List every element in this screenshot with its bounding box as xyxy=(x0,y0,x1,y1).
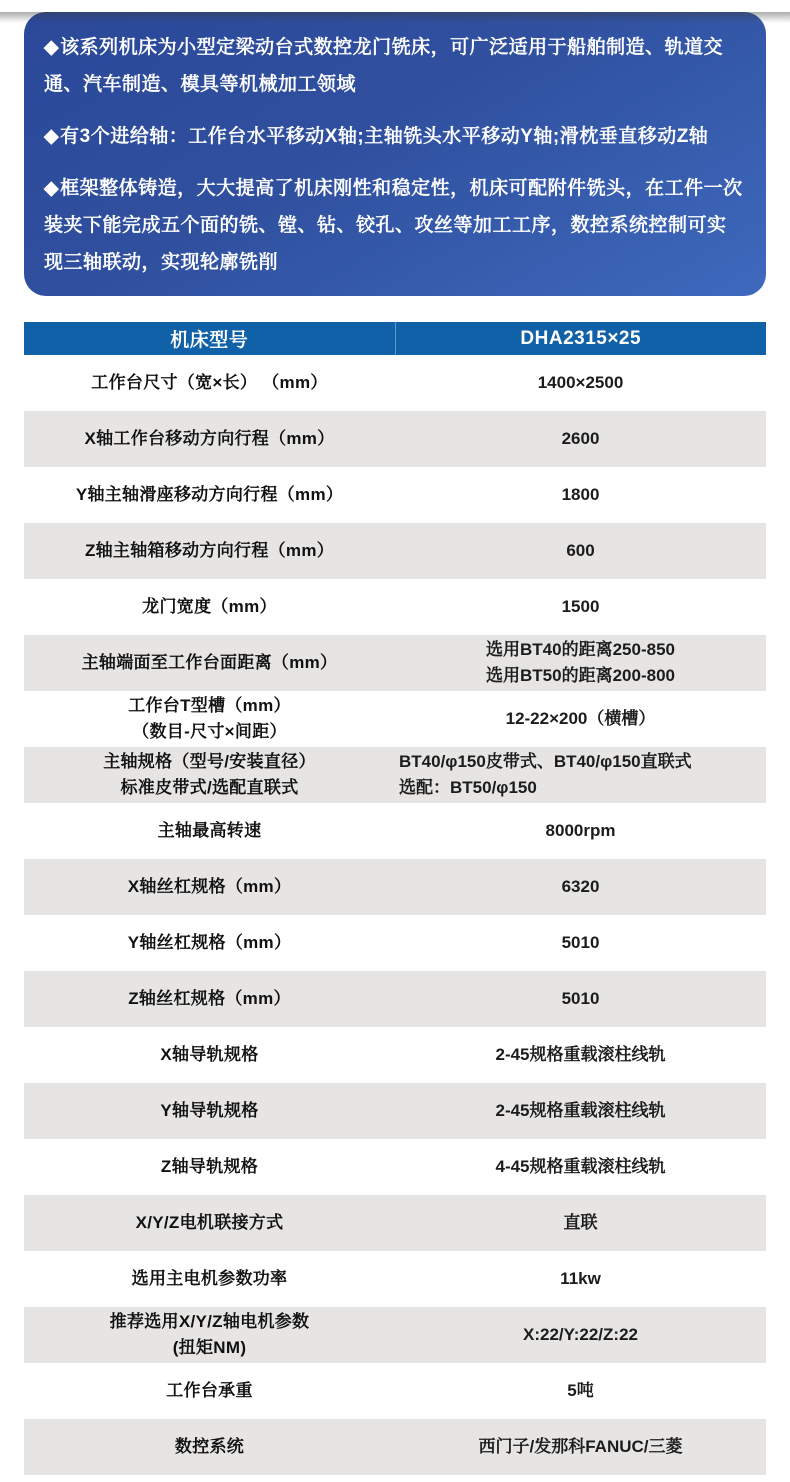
spec-value-line: 选配：BT50/φ150 xyxy=(399,778,537,797)
spec-value-cell xyxy=(395,1040,766,1070)
spec-label-cell xyxy=(24,747,395,803)
table-row xyxy=(24,579,766,635)
table-row xyxy=(24,355,766,411)
spec-label-cell xyxy=(24,1096,395,1126)
spec-value-line: 5010 xyxy=(561,933,600,952)
spec-value-line: 西门子/发那科FANUC/三菱 xyxy=(478,1437,683,1456)
spec-value-cell xyxy=(395,1208,766,1238)
spec-value-cell xyxy=(395,747,766,803)
spec-value-line: 直联 xyxy=(563,1213,598,1232)
table-row xyxy=(24,859,766,915)
spec-label-line: Z轴丝杠规格（mm） xyxy=(128,989,291,1008)
spec-label-cell xyxy=(24,872,395,902)
spec-label-line: 选用主电机参数功率 xyxy=(131,1269,288,1288)
spec-label-cell xyxy=(24,1264,395,1294)
spec-value-line: 1800 xyxy=(561,485,600,504)
diamond-bullet-icon: ◆ xyxy=(44,37,60,58)
spec-value-line: X:22/Y:22/Z:22 xyxy=(523,1325,638,1344)
spec-label-cell xyxy=(24,1376,395,1406)
spec-label-line: X轴工作台移动方向行程（mm） xyxy=(84,429,335,448)
spec-table-header xyxy=(24,322,766,355)
spec-label-cell xyxy=(24,984,395,1014)
header-model-value: DHA2315×25 xyxy=(520,327,642,349)
spec-label-cell xyxy=(24,691,395,747)
spec-value-cell xyxy=(395,928,766,958)
spec-label-line: 工作台T型槽（mm） xyxy=(128,696,291,715)
spec-label-line: (扭矩NM) xyxy=(172,1338,247,1357)
spec-value-cell xyxy=(395,1152,766,1182)
spec-label-cell xyxy=(24,1040,395,1070)
spec-label-cell xyxy=(24,424,395,454)
spec-value-cell xyxy=(395,984,766,1014)
spec-value-line: 选用BT40的距离250-850 xyxy=(486,640,675,659)
spec-value-cell xyxy=(395,424,766,454)
spec-value-line: 11kw xyxy=(560,1269,601,1288)
table-row xyxy=(24,1419,766,1475)
spec-label-cell xyxy=(24,368,395,398)
spec-value-cell xyxy=(395,1264,766,1294)
spec-value-line: 选用BT50的距离200-800 xyxy=(486,666,675,685)
spec-label-cell xyxy=(24,536,395,566)
table-row xyxy=(24,691,766,747)
spec-value-cell xyxy=(395,872,766,902)
spec-value-cell xyxy=(395,1376,766,1406)
spec-value-cell xyxy=(395,480,766,510)
table-row xyxy=(24,1363,766,1419)
spec-label-line: Y轴丝杠规格（mm） xyxy=(127,933,292,952)
feature-text: 有3个进给轴：工作台水平移动X轴;主轴铣头水平移动Y轴;滑枕垂直移动Z轴 xyxy=(60,126,709,147)
spec-label-cell xyxy=(24,1307,395,1363)
spec-value-line: 2-45规格重载滚柱线轨 xyxy=(495,1045,666,1064)
spec-value-cell xyxy=(395,816,766,846)
spec-label-line: X/Y/Z电机联接方式 xyxy=(135,1213,284,1232)
spec-value-line: 12-22×200（横槽） xyxy=(505,709,656,728)
spec-value-cell xyxy=(395,1320,766,1350)
table-row xyxy=(24,411,766,467)
spec-value-cell xyxy=(395,1096,766,1126)
feature-text: 框架整体铸造，大大提高了机床刚性和稳定性，机床可配附件铣头，在工件一次装夹下能完成五个面的铣、镗、钻、铰孔、攻丝等加工工序，数控系统控制可实现三轴联动，实现轮廓铣削 xyxy=(44,178,743,273)
spec-value-cell xyxy=(395,536,766,566)
spec-value-cell xyxy=(395,368,766,398)
spec-label-line: 主轴规格（型号/安装直径） xyxy=(103,752,316,771)
spec-value-line: 8000rpm xyxy=(545,821,616,840)
spec-value-line: 600 xyxy=(566,541,595,560)
spec-label-line: Y轴导轨规格 xyxy=(160,1101,259,1120)
spec-label-line: 推荐选用X/Y/Z轴电机参数 xyxy=(109,1312,310,1331)
spec-value-line: 2-45规格重载滚柱线轨 xyxy=(495,1101,666,1120)
spec-label-line: （数目-尺寸×间距） xyxy=(132,722,287,741)
spec-label-cell xyxy=(24,648,395,678)
spec-label-line: Z轴主轴箱移动方向行程（mm） xyxy=(84,541,335,560)
spec-label-cell xyxy=(24,1432,395,1462)
table-row xyxy=(24,1251,766,1307)
spec-label-cell xyxy=(24,1208,395,1238)
spec-value-line: BT40/φ150皮带式、BT40/φ150直联式 xyxy=(399,752,692,771)
table-row xyxy=(24,523,766,579)
spec-label-cell xyxy=(24,592,395,622)
table-row xyxy=(24,1307,766,1363)
spec-value-line: 5吨 xyxy=(567,1381,594,1400)
spec-table xyxy=(24,322,766,1475)
feature-bullet xyxy=(44,29,744,103)
spec-label-line: 工作台承重 xyxy=(166,1381,253,1400)
spec-value-line: 6320 xyxy=(561,877,600,896)
spec-label-cell xyxy=(24,928,395,958)
spec-label-line: X轴丝杠规格（mm） xyxy=(127,877,292,896)
header-model-label: 机床型号 xyxy=(170,330,249,351)
spec-label-line: Y轴主轴滑座移动方向行程（mm） xyxy=(75,485,344,504)
spec-value-line: 2600 xyxy=(561,429,600,448)
table-row xyxy=(24,467,766,523)
feature-bullet xyxy=(44,170,744,281)
table-row xyxy=(24,915,766,971)
spec-value-line: 4-45规格重载滚柱线轨 xyxy=(495,1157,666,1176)
spec-label-cell xyxy=(24,1152,395,1182)
table-row xyxy=(24,747,766,803)
feature-bullet xyxy=(44,118,744,155)
spec-label-line: 龙门宽度（mm） xyxy=(142,597,277,616)
intro-box xyxy=(24,12,766,296)
table-row xyxy=(24,1195,766,1251)
spec-value-line: 1400×2500 xyxy=(537,373,624,392)
spec-label-line: 数控系统 xyxy=(174,1437,245,1456)
spec-value-cell xyxy=(395,592,766,622)
spec-value-line: 5010 xyxy=(561,989,600,1008)
spec-label-line: 主轴最高转速 xyxy=(157,821,262,840)
spec-label-line: 工作台尺寸（宽×长） （mm） xyxy=(91,373,328,392)
table-row xyxy=(24,635,766,691)
spec-value-cell xyxy=(395,704,766,734)
spec-table-body xyxy=(24,355,766,1475)
spec-label-line: X轴导轨规格 xyxy=(160,1045,259,1064)
spec-label-line: 主轴端面至工作台面距离（mm） xyxy=(81,653,338,672)
spec-value-cell xyxy=(395,635,766,691)
spec-value-line: 1500 xyxy=(561,597,600,616)
spec-label-line: Z轴导轨规格 xyxy=(160,1157,259,1176)
table-row xyxy=(24,803,766,859)
spec-label-cell xyxy=(24,816,395,846)
spec-value-cell xyxy=(395,1432,766,1462)
table-row xyxy=(24,1139,766,1195)
diamond-bullet-icon: ◆ xyxy=(44,178,60,199)
feature-text: 该系列机床为小型定梁动台式数控龙门铣床，可广泛适用于船舶制造、轨道交通、汽车制造、模具等机械加工领域 xyxy=(44,37,724,95)
table-row xyxy=(24,1027,766,1083)
diamond-bullet-icon: ◆ xyxy=(44,126,60,147)
spec-label-cell xyxy=(24,480,395,510)
spec-label-line: 标准皮带式/选配直联式 xyxy=(120,778,299,797)
table-row xyxy=(24,1083,766,1139)
table-row xyxy=(24,971,766,1027)
